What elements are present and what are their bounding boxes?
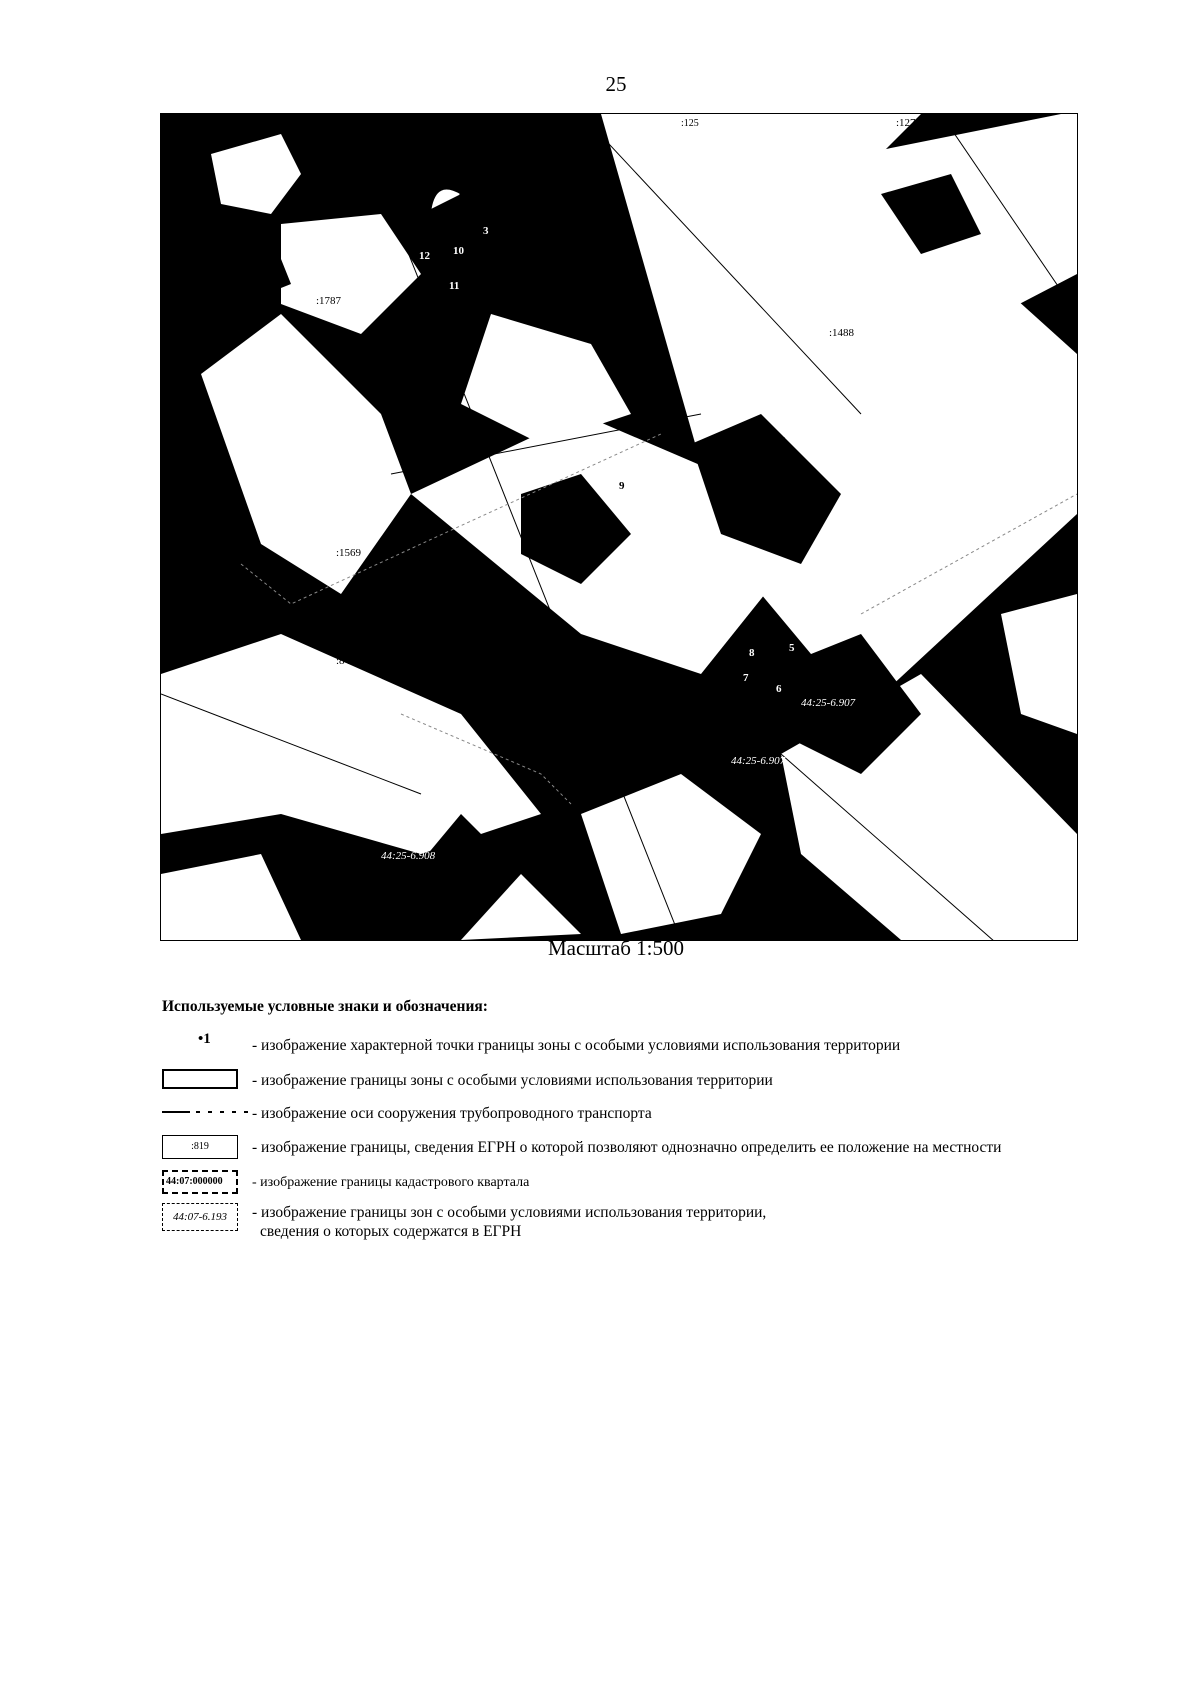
quarter-label: 44:25: [241, 925, 273, 939]
point-label: 10 [453, 245, 464, 257]
egrn-boundary-symbol: :819 [162, 1135, 238, 1159]
point-label: 1 [423, 213, 429, 225]
point-label: 5 [789, 642, 795, 654]
legend-text: - изображение границы, сведения ЕГРН о которой позволяют однозначно определить ее положение на местности [252, 1139, 1002, 1156]
point-label: 7 [743, 672, 749, 684]
point-label: 2 [459, 186, 465, 198]
legend-text: - изображение характерной точки границы зоны с особыми условиями использования территории [252, 1037, 901, 1054]
point-symbol: •1 [198, 1031, 211, 1047]
zone-label: 44:25-6.907 [801, 697, 856, 709]
egrn-zone-symbol: 44:07-6.193 [162, 1203, 238, 1231]
zone-label: 44:00-6.498 [731, 435, 786, 447]
map-view[interactable] [160, 113, 1078, 941]
point-label: 12 [419, 250, 430, 262]
legend-text: - изображение оси сооружения трубопроводного транспорта [252, 1105, 652, 1122]
point-label: 9 [619, 480, 625, 492]
parcel-label: :84 [336, 655, 351, 667]
parcel-label: :1569 [336, 547, 362, 559]
parcel-label: :127 [896, 117, 916, 129]
zone-label: 44:25-6.907 [731, 755, 786, 767]
parcel-label: :1488 [829, 327, 855, 339]
parcel-label: :125 [681, 118, 699, 129]
point-label: 3 [483, 225, 489, 237]
zone-label: 44:25-6.908 [381, 850, 436, 862]
cadastral-quarter-symbol: 44:07:000000 [162, 1170, 238, 1194]
scale-caption: Масштаб 1:500 [547, 936, 684, 960]
parcel-label: :123 [756, 917, 776, 929]
legend-heading: Используемые условные знаки и обозначения: [162, 998, 488, 1015]
aerial-map [161, 114, 1077, 940]
page-number: 25 [605, 72, 627, 96]
point-label: 8 [749, 647, 755, 659]
legend-text: - изображение границы кадастрового квартала [252, 1175, 530, 1190]
point-symbol-number: 1 [203, 1031, 211, 1047]
legend-text: - изображение границы зоны с особыми условиями использования территории [252, 1072, 773, 1089]
legend-text-continued: сведения о которых содержатся в ЕГРН [260, 1223, 522, 1240]
point-label: 6 [776, 683, 782, 695]
parcel-label: :1787 [316, 295, 342, 307]
point-label: 4 [653, 437, 659, 449]
pipeline-axis-symbol [162, 1104, 248, 1125]
point-label: 13 [439, 219, 450, 231]
parcel-label: :1568 [186, 850, 212, 862]
point-label: 11 [449, 280, 460, 292]
zone-arc [431, 189, 461, 209]
zone-boundary-symbol [162, 1069, 238, 1089]
zone-label: 44:25-6.500 [451, 497, 506, 509]
legend-text: - изображение границы зон с особыми условиями использования территории, [252, 1204, 767, 1221]
